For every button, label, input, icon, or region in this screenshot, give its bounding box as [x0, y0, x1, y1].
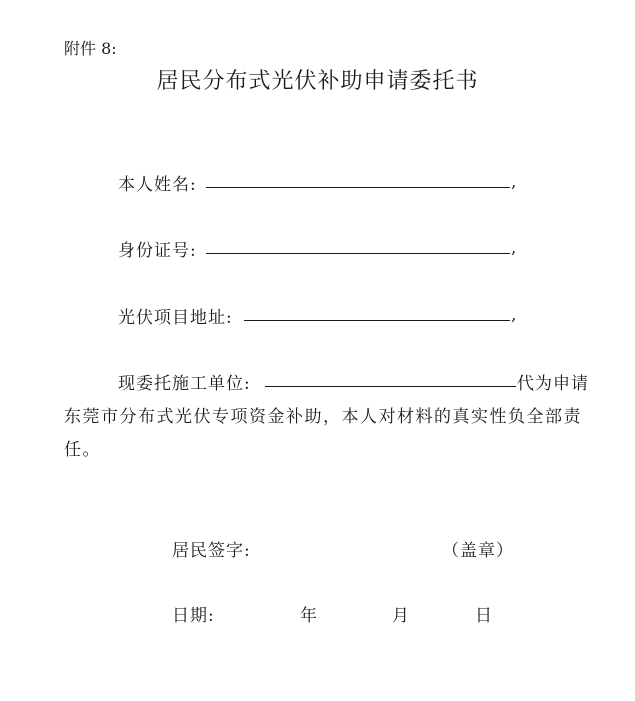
name-field-line[interactable] — [206, 187, 510, 188]
id-comma: , — [511, 238, 517, 258]
id-label: 身份证号: — [118, 241, 197, 261]
delegation-line-3: 任。 — [64, 440, 101, 460]
address-comma: , — [511, 305, 517, 325]
signature-label: 居民签字: — [172, 541, 251, 561]
date-month: 月 — [392, 606, 410, 626]
delegation-prefix: 现委托施工单位: — [118, 374, 251, 394]
date-label: 日期: — [172, 606, 215, 626]
id-field-line[interactable] — [206, 253, 510, 254]
seal-label: （盖章） — [442, 541, 514, 561]
date-year: 年 — [300, 606, 318, 626]
delegation-suffix: 代为申请 — [517, 374, 589, 394]
name-label: 本人姓名: — [118, 175, 197, 195]
date-day: 日 — [475, 606, 493, 626]
name-comma: , — [511, 172, 517, 192]
address-label: 光伏项目地址: — [118, 308, 233, 328]
document-title: 居民分布式光伏补助申请委托书 — [156, 69, 479, 94]
contractor-field-line[interactable] — [265, 386, 516, 387]
address-field-line[interactable] — [244, 320, 510, 321]
delegation-line-2: 东莞市分布式光伏专项资金补助，本人对材料的真实性负全部责 — [64, 407, 582, 427]
attachment-label: 附件 8: — [64, 39, 117, 58]
